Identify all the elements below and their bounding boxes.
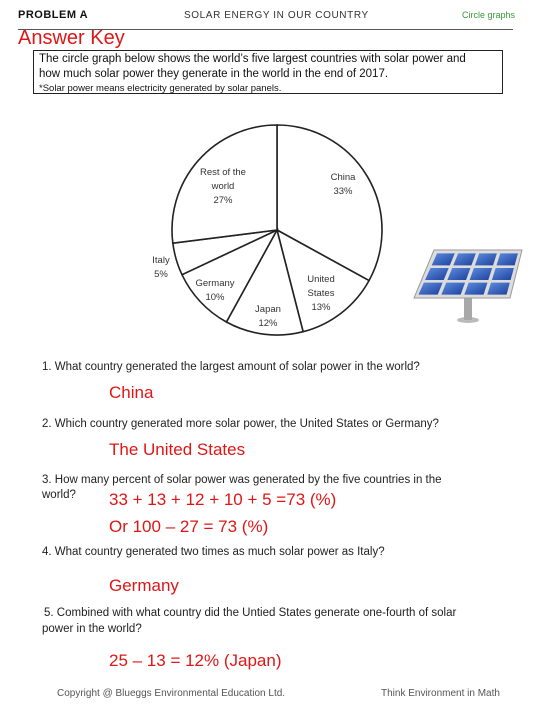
solar-cell xyxy=(492,268,514,280)
solar-cell xyxy=(487,283,510,295)
question-5-line-2: power in the world? xyxy=(42,623,142,635)
question-2: 2. Which country generated more solar power, the United States or Germany? xyxy=(42,418,439,430)
question-4: 4. What country generated two times as much solar power as Italy? xyxy=(42,546,385,558)
answer-5: 25 – 13 = 12% (Japan) xyxy=(109,651,282,670)
answer-4: Germany xyxy=(109,576,179,595)
pie-label-italy: Italy 5% xyxy=(152,255,170,280)
answer-3a: 33 + 13 + 12 + 10 + 5 =73 (%) xyxy=(109,490,337,509)
footer-copyright: Copyright @ Blueggs Environmental Education Ltd. xyxy=(57,688,286,699)
problem-label: PROBLEM A xyxy=(18,9,89,21)
footer-tagline: Think Environment in Math xyxy=(381,688,500,699)
intro-note: *Solar power means electricity generated by solar panels. xyxy=(39,83,282,94)
question-3-line-2: world? xyxy=(42,489,76,501)
pie-label-rest-of-the-world: Rest of the world 27% xyxy=(200,167,246,206)
pie-label-japan: Japan 12% xyxy=(255,304,281,329)
pie-label-china: China 33% xyxy=(330,172,356,197)
answer-3b: Or 100 – 27 = 73 (%) xyxy=(109,517,269,536)
question-5-line-1: 5. Combined with what country did the Untied States generate one-fourth of solar xyxy=(44,607,457,619)
pie-label-united-states: United States 13% xyxy=(307,274,335,313)
solar-cell xyxy=(496,253,517,265)
answer-1: China xyxy=(109,383,154,402)
answer-2: The United States xyxy=(109,440,246,459)
answer-key-title: Answer Key xyxy=(18,27,125,49)
intro-line-1: The circle graph below shows the world’s five largest countries with solar power and xyxy=(39,53,466,65)
question-3-line-1: 3. How many percent of solar power was generated by the five countries in the xyxy=(42,474,442,486)
worksheet-title: SOLAR ENERGY IN OUR COUNTRY xyxy=(184,10,369,21)
solar-panel-image xyxy=(410,240,532,330)
pie-label-germany: Germany 10% xyxy=(195,278,235,303)
question-1: 1. What country generated the largest amount of solar power in the world? xyxy=(42,361,420,373)
topic-label: Circle graphs xyxy=(462,10,516,20)
intro-line-2: how much solar power they generate in the world in the end of 2017. xyxy=(39,68,389,80)
